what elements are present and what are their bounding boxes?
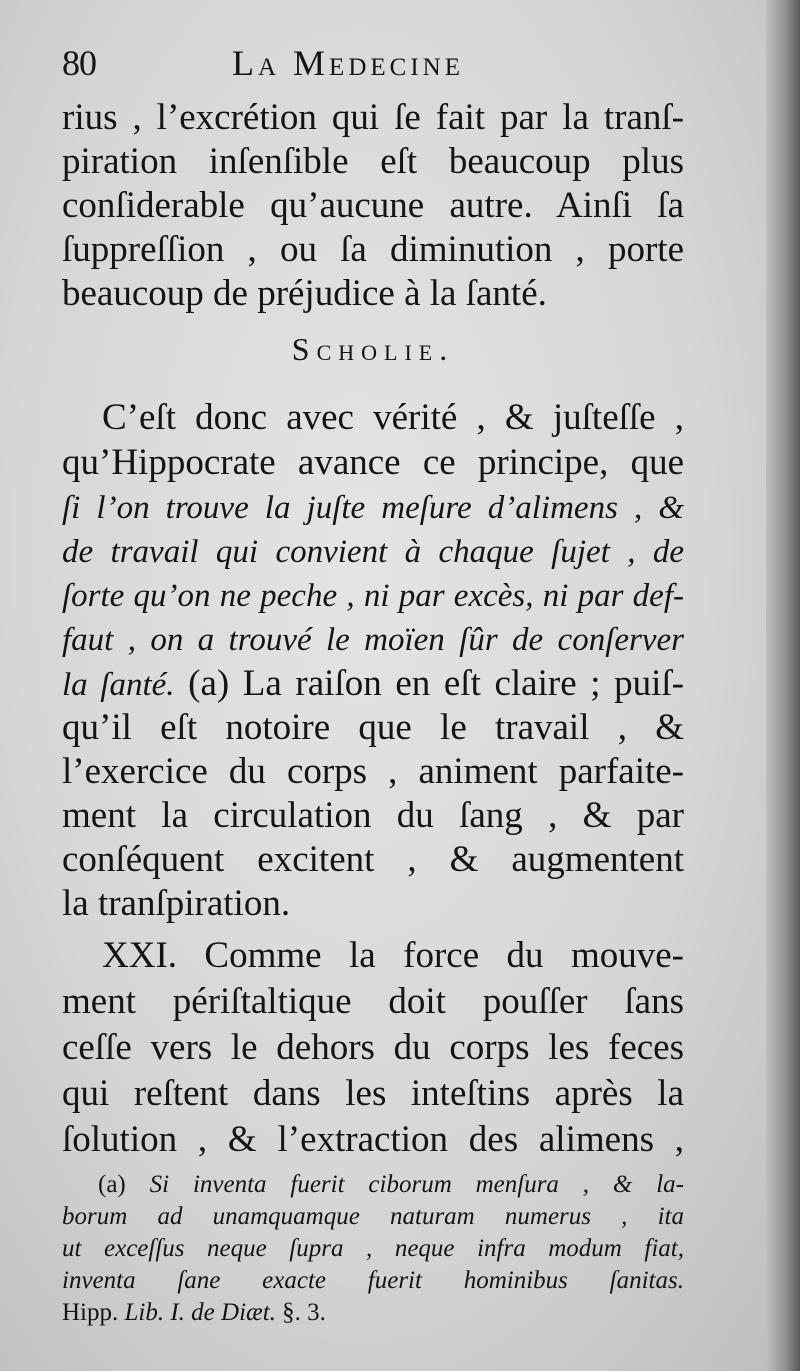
footnote-line: ut exceſſus neque ſupra , neque infra modum fiat, <box>62 1235 684 1262</box>
page-number: 80 <box>62 43 96 83</box>
text-line: conſéquent excitent , & augmentent <box>62 839 684 880</box>
book-spine-shadow <box>766 0 800 1371</box>
section-heading-scholie: Scholie. <box>291 331 455 367</box>
text-line-mixed <box>62 662 684 706</box>
text-line: ment périſtaltique doit pouſſer ſans <box>62 981 684 1022</box>
text-line-italic: ſorte qu’on ne peche , ni par excès, ni par def- <box>62 578 684 614</box>
running-title: La Medecine <box>232 43 464 83</box>
citation-section: §. 3. <box>275 1299 326 1326</box>
footnote-line: inventa ſane exacte fuerit hominibus ſanitas. <box>62 1267 684 1294</box>
text-line: qui reſtent dans les inteſtins après la <box>62 1073 684 1114</box>
text-line: conſiderable qu’aucune autre. Ainſi ſa <box>62 185 684 226</box>
footnote-text: Si inventa fuerit ciborum menſura , & la- <box>149 1171 685 1198</box>
text-line: piration inſenſible eſt beaucoup plus <box>62 141 684 182</box>
text-line: ceſſe vers le dehors du corps les feces <box>62 1027 684 1068</box>
text-line: beaucoup de préjudice à la ſanté. <box>62 273 547 314</box>
footnote-marker: (a) <box>98 1171 126 1198</box>
text-line-italic: de travail qui convient à chaque ſujet , de <box>62 534 684 570</box>
footnote-line <box>62 1168 684 1202</box>
roman-span: (a) La raiſon en eſt claire ; puiſ- <box>174 663 684 704</box>
italic-span: la ſanté. <box>62 667 175 703</box>
text-line: qu’il eſt notoire que le travail , & <box>62 707 684 748</box>
footnote-citation <box>62 1296 684 1330</box>
text-line-italic: faut , on a trouvé le moïen ſûr de conſerver <box>62 622 684 658</box>
citation-author: Hipp. <box>62 1299 125 1326</box>
text-line: qu’Hippocrate avance ce principe, que <box>62 442 684 483</box>
text-line: ſuppreſſion , ou ſa diminution , porte <box>62 229 684 270</box>
citation-work: Lib. I. de Diæt. <box>124 1299 276 1326</box>
text-line: rius , l’excrétion qui ſe fait par la tranſ- <box>62 97 684 138</box>
text-line: ment la circulation du ſang , & par <box>62 795 684 836</box>
text-line-italic: ſi l’on trouve la juſte meſure d’alimens , & <box>62 490 684 526</box>
text-line: la tranſpiration. <box>62 883 291 924</box>
text-line: ſolution , & l’extraction des alimens , <box>62 1119 684 1160</box>
text-line: XXI. Comme la force du mouve- <box>102 935 684 976</box>
footnote-line: borum ad unamquamque naturam numerus , ita <box>62 1203 684 1230</box>
page-header <box>62 40 684 92</box>
text-line: l’exercice du corps , animent parfaite- <box>62 751 684 792</box>
text-line: C’eſt donc avec vérité , & juſteſſe , <box>102 397 684 438</box>
